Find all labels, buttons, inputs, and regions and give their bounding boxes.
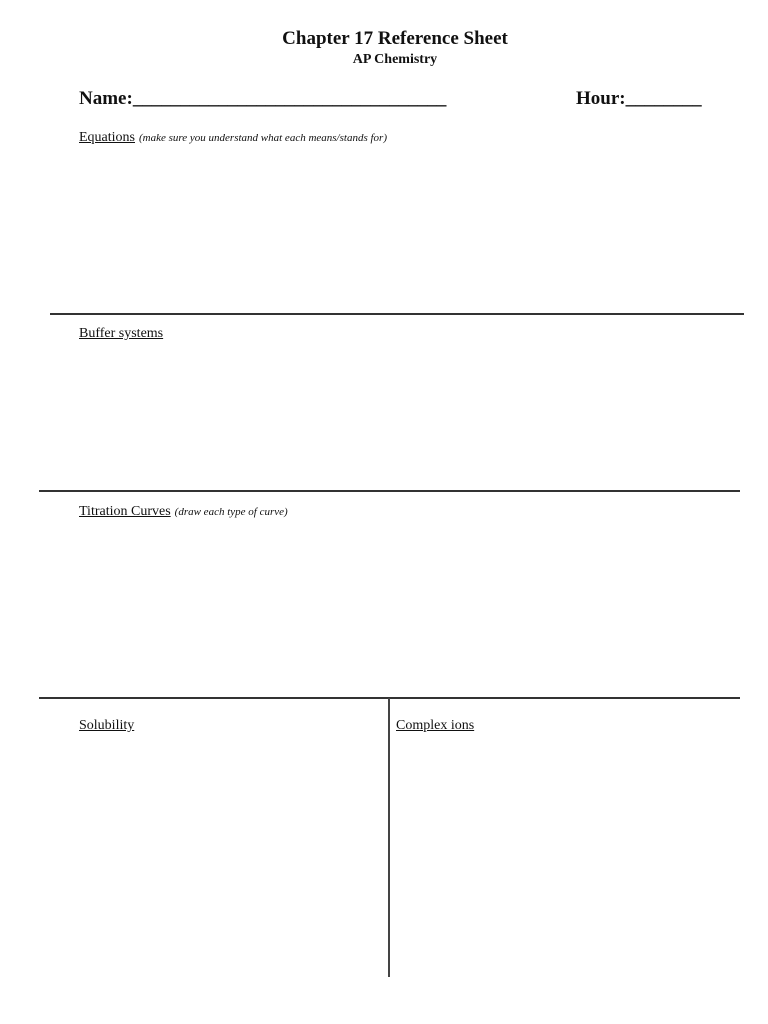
section-title-titration-curves: Titration Curves — [79, 504, 171, 519]
name-field[interactable] — [79, 88, 446, 110]
hour-blank[interactable]: ________ — [625, 88, 702, 109]
section-note-equations: (make sure you understand what each means/stands for) — [139, 132, 387, 144]
section-title-equations: Equations — [79, 130, 135, 145]
divider-3 — [39, 697, 740, 699]
section-title-buffer-systems: Buffer systems — [79, 326, 164, 341]
section-title-solubility: Solubility — [79, 718, 135, 733]
page-subtitle: AP Chemistry — [352, 52, 438, 67]
column-divider — [388, 698, 390, 977]
page-title: Chapter 17 Reference Sheet — [282, 28, 508, 49]
section-note-titration-curves: (draw each type of curve) — [174, 506, 288, 518]
divider-1 — [50, 313, 744, 315]
divider-2 — [39, 490, 740, 492]
section-equations — [79, 128, 387, 146]
section-titration-curves — [79, 502, 288, 520]
hour-label: Hour: — [576, 88, 626, 109]
section-complex-ions — [396, 716, 474, 734]
section-solubility — [79, 716, 134, 734]
name-blank[interactable]: _________________________________ — [132, 88, 447, 109]
name-label: Name: — [79, 88, 133, 109]
hour-field[interactable] — [576, 88, 702, 110]
section-title-complex-ions: Complex ions — [396, 718, 475, 733]
section-buffer-systems — [79, 324, 163, 342]
